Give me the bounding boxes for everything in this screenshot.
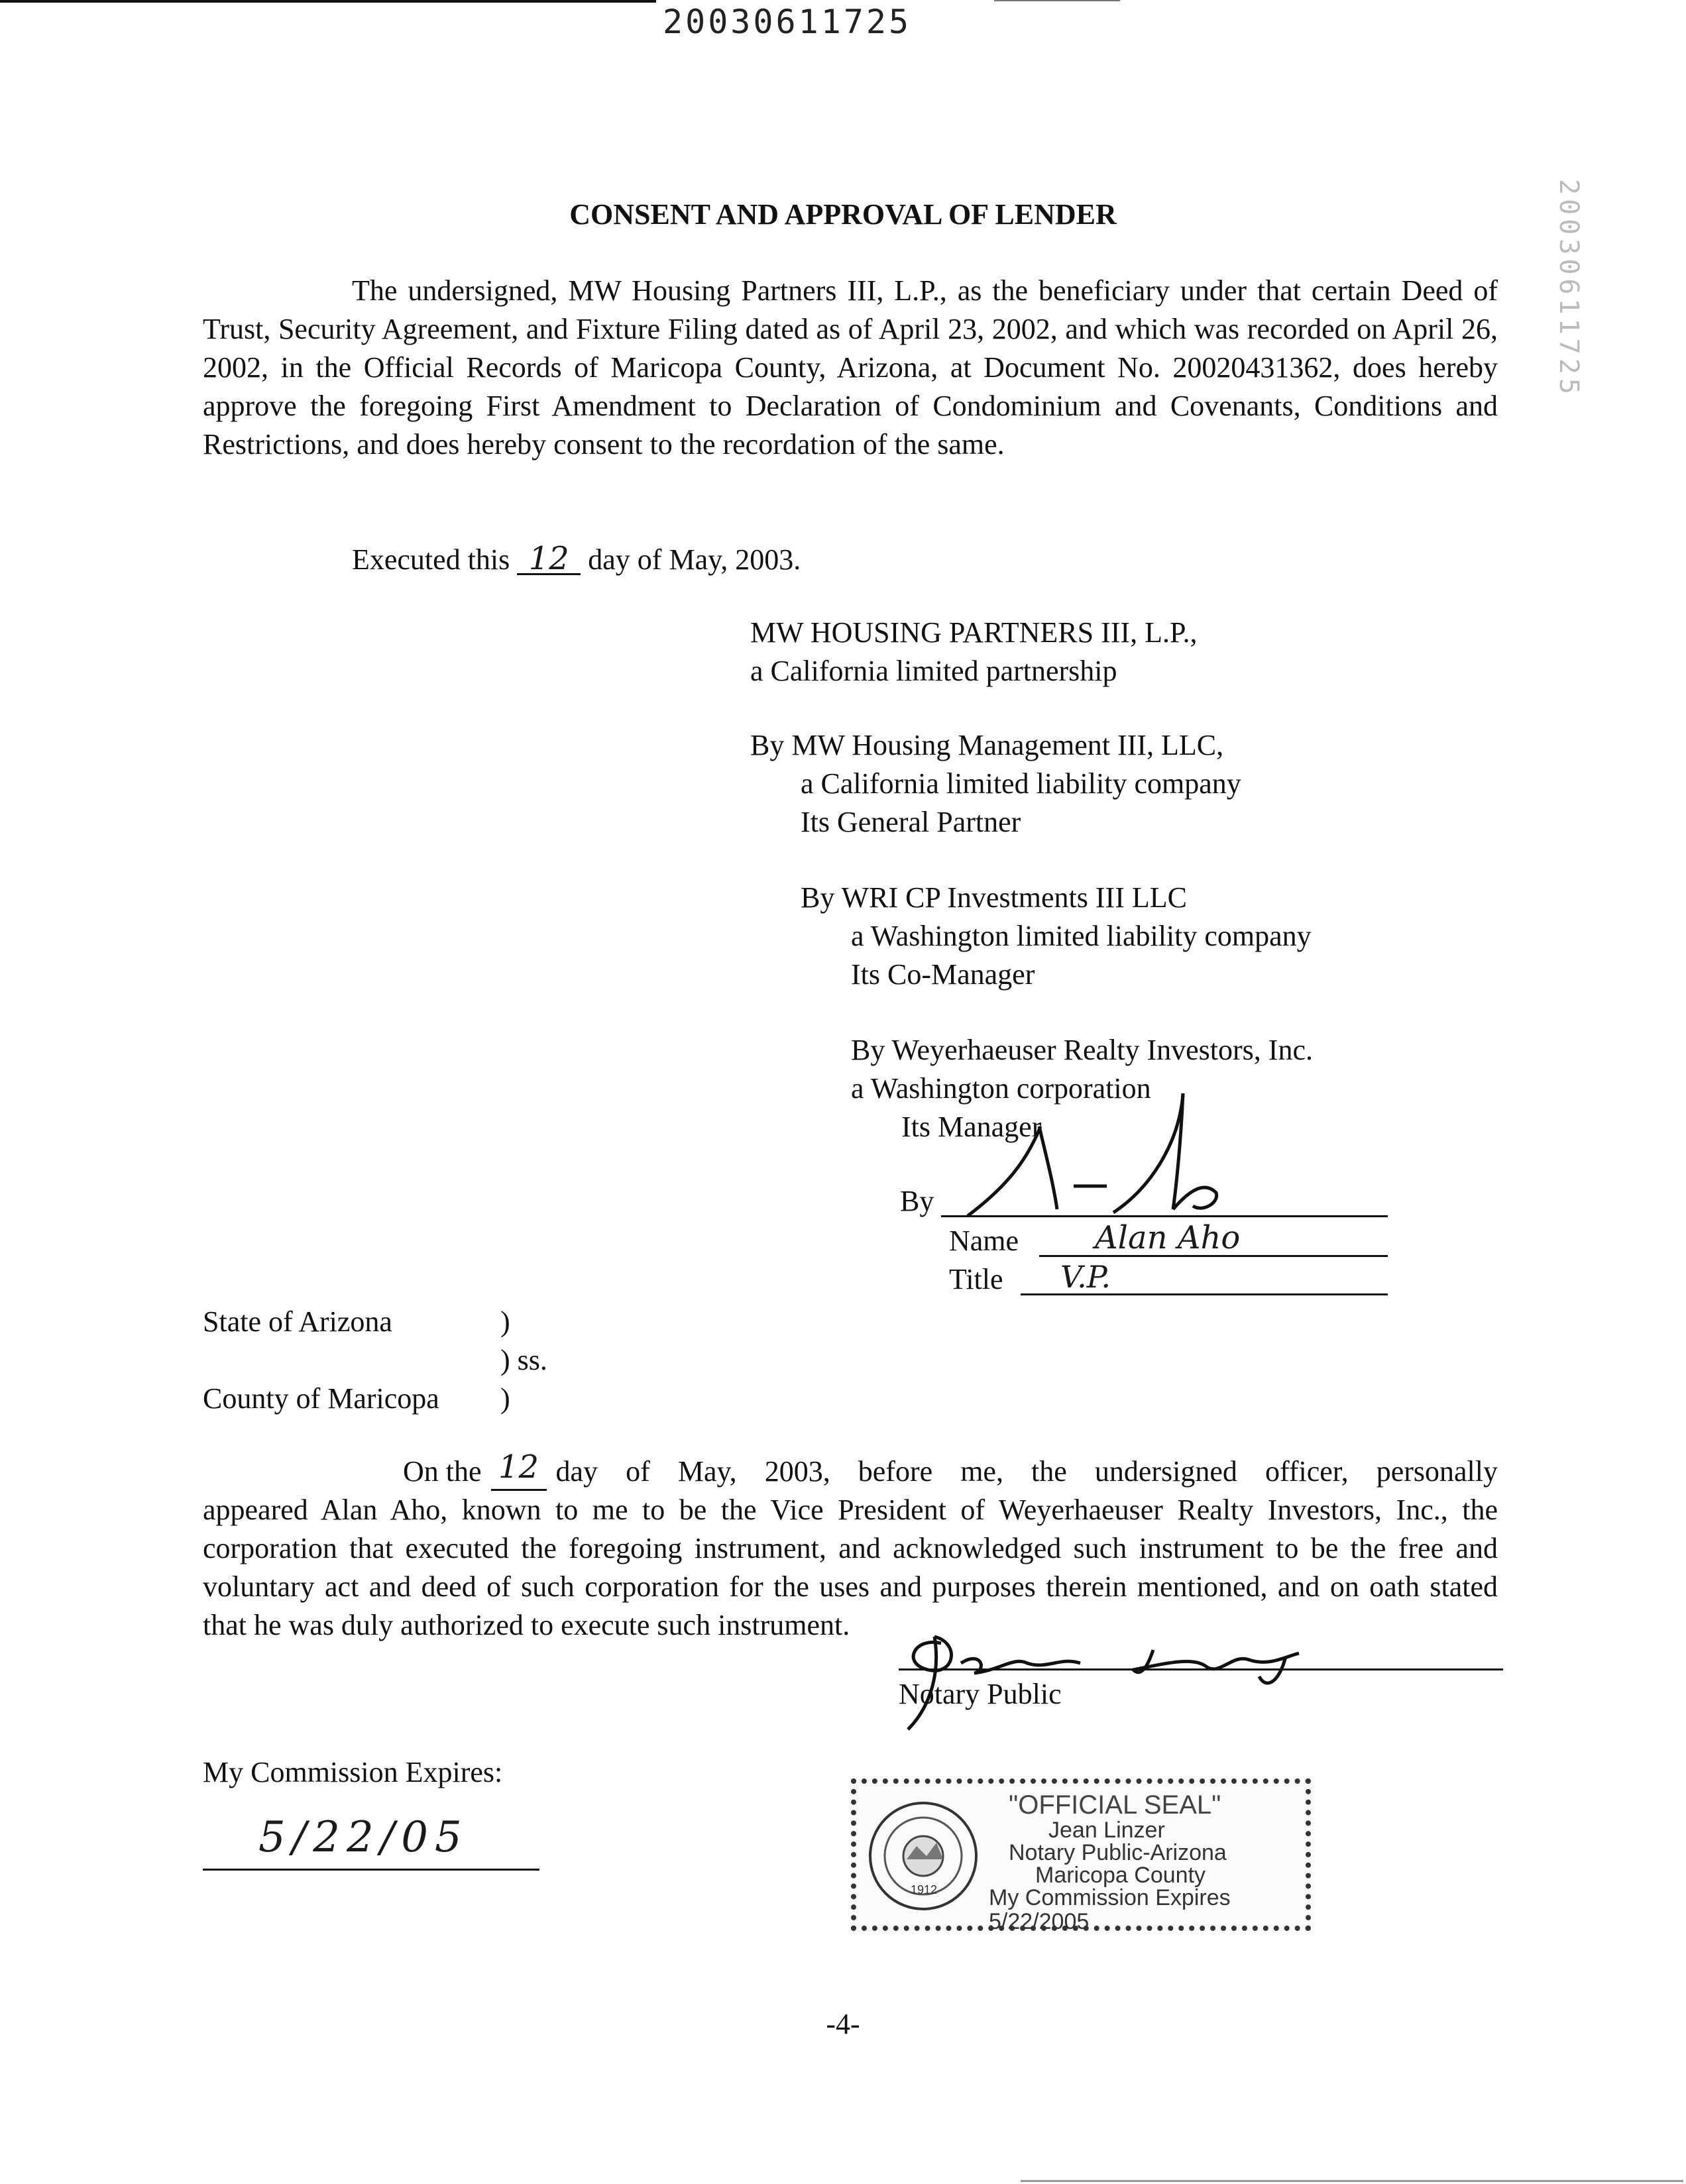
mgr-role: Its Co-Manager [851,958,1035,991]
ack-body: appeared Alan Aho, known to me to be the Vice President of Weyerhaeuser Realty Investors, Inc., the corporation that executed the foregoing instrument, and acknowledged such instrument to be the free and voluntary act and deed of such corporation for the uses and purposes therein mentioned, and on oath stated that he was duly authorized to execute such instrument. [203,1494,1498,1641]
title-label: Title [949,1263,1003,1295]
state-seal-emblem [867,1793,980,1919]
executed-suffix: day of May, 2003. [588,543,801,576]
seal-emblem-year: 1912 [910,1883,938,1896]
venue-county: County of Maricopa [203,1382,439,1415]
top-scan-line-right [994,0,1120,1]
executed-day: 12 [517,544,581,575]
ack-first-rest: day of May, 2003, before me, the undersigned officer, personally [555,1455,1498,1488]
ack-day: 12 [491,1452,547,1491]
by-label: By [900,1185,934,1217]
venue-ss: ) ss. [500,1344,547,1376]
intro-paragraph: The undersigned, MW Housing Partners III, L.P., as the beneficiary under that certain Deed of Trust, Security Agreement, and Fixture Filing dated as of April 23, 2002, and which was recorded on April 26, 2002, in the Official Records of Maricopa County, Arizona, at Document No. 20020431362, does hereby approve the foregoing First Amendment to Declaration of Condominium and Covenants, Conditions and Restrictions, and does hereby consent to the recordation of the same. [203,274,1498,461]
seal-line-3: Notary Public-Arizona [1009,1840,1227,1865]
seal-line-5: My Commission Expires 5/22/2005 [989,1885,1231,1934]
gp-by: By MW Housing Management III, LLC, [750,729,1224,761]
gp-type: a California limited liability company [801,767,1241,800]
mgr-by: By WRI CP Investments III LLC [801,881,1187,914]
top-scan-line [0,0,656,3]
executed-prefix: Executed this [352,543,510,576]
executed-line [352,541,801,579]
corp-type: a Washington corporation [851,1072,1151,1105]
gp-role: Its General Partner [801,806,1021,838]
seal-line-2: Jean Linzer [1048,1818,1165,1843]
venue-paren-2: ) [500,1382,510,1415]
ack-first-line [203,1448,1498,1491]
notary-seal [851,1778,1311,1934]
seal-line-1: "OFFICIAL SEAL" [1009,1790,1221,1820]
bottom-scan-line [1021,2180,1683,2182]
seal-line-4: Maricopa County [1035,1863,1206,1888]
ack-on-the: On the [403,1455,482,1488]
page-title: CONSENT AND APPROVAL OF LENDER [569,198,1117,231]
venue-paren-1: ) [500,1305,510,1338]
officer-signature [954,1087,1286,1226]
commission-label: My Commission Expires: [203,1756,503,1788]
header-doc-number: 20030611725 [663,3,912,41]
commission-line [203,1869,539,1871]
title-value: V.P. [1060,1259,1111,1295]
corp-role: Its Manager [901,1111,1042,1143]
entity-name: MW HOUSING PARTNERS III, L.P., [750,616,1198,649]
page-number: -4- [826,2008,860,2040]
name-label: Name [949,1225,1019,1257]
side-stamp: 20030611725 [1553,179,1584,398]
commission-date: 5/22/05 [258,1813,469,1862]
mgr-type: a Washington limited liability company [851,920,1312,952]
notary-public-label: Notary Public [899,1678,1062,1710]
name-value: Alan Aho [1095,1219,1241,1256]
venue-state: State of Arizona [203,1305,392,1338]
corp-by: By Weyerhaeuser Realty Investors, Inc. [851,1034,1313,1066]
entity-type: a California limited partnership [750,655,1117,687]
